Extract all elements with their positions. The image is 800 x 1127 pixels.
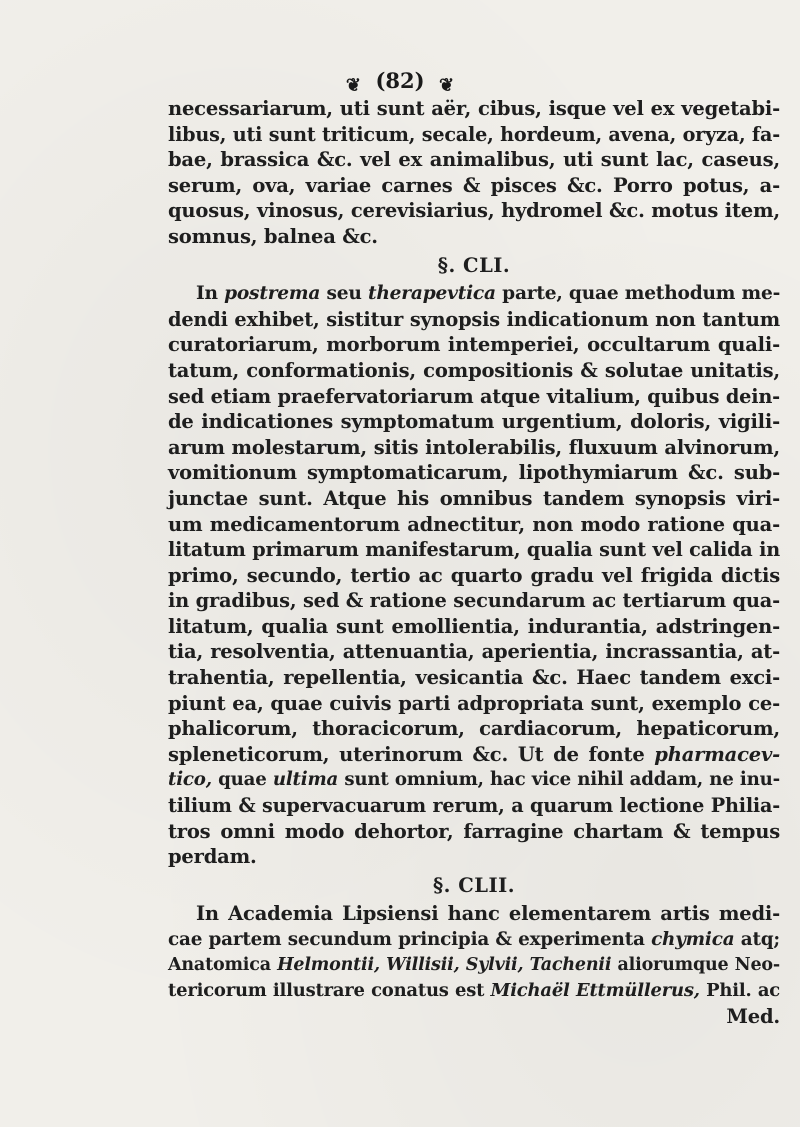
text-line: litatum primarum manifestarum, qualia sunt vel calida in	[168, 538, 780, 562]
page-number: (82)	[375, 68, 425, 93]
text-line	[168, 978, 780, 1004]
italic-term: Helmontii, Willisii, Sylvii, Tachenii	[277, 954, 612, 975]
text-line: litatum, qualia sunt emollientia, indurantia, adstringen-	[168, 614, 780, 638]
text-line: tilium & supervacuarum rerum, a quarum lectione Philia-	[168, 794, 780, 818]
text-line: necessariarum, uti sunt aër, cibus, isque vel ex vegetabi-	[168, 97, 780, 120]
italic-term: chymica	[651, 929, 735, 950]
text-line: phalicorum, thoracicorum, cardiacorum, hepaticorum,	[168, 717, 780, 741]
text-span: quae	[211, 769, 273, 791]
text-line: in gradibus, sed & ratione secundarum ac tertiarum qua-	[168, 589, 780, 613]
text-line: tia, resolventia, attenuantia, aperientia, incrassantia, at-	[168, 640, 780, 664]
text-line: sed etiam praefervatoriarum atque vitalium, quibus dein-	[168, 384, 780, 408]
italic-term: pharmacev-	[654, 742, 780, 766]
text-line: tatum, conformationis, compositionis & solutae unitatis,	[168, 358, 780, 382]
paragraph-3	[168, 901, 780, 1029]
text-line: dendi exhibet, sistitur synopsis indicationum non tantum	[168, 307, 780, 331]
text-line: vomitionum symptomaticarum, lipothymiarum &c. sub-	[168, 461, 780, 485]
fleuron-icon: ❦	[439, 75, 455, 96]
section-heading-cli: §. CLI.	[437, 253, 511, 277]
page-header	[0, 68, 800, 96]
paragraph-1	[168, 96, 780, 250]
text-line: quosus, vinosus, cerevisiarius, hydromel &c. motus item,	[168, 199, 780, 223]
text-span: Phil. ac	[699, 980, 780, 1002]
paragraph-2	[168, 281, 780, 870]
text-line: bae, brassica &c. vel ex animalibus, uti sunt lac, caseus,	[168, 148, 780, 172]
text-span: cae partem secundum principia & experimenta	[168, 929, 652, 950]
text-span: sunt omnium, hac vice nihil addam, ne inu-	[338, 769, 781, 791]
body-text	[168, 96, 780, 1029]
catchword: Med.	[726, 1004, 780, 1028]
text-line: um medicamentorum adnectitur, non modo ratione qua-	[168, 512, 780, 536]
text-line: arum molestarum, sitis intolerabilis, fluxuum alvinorum,	[168, 435, 780, 459]
section-heading-clii: §. CLII.	[432, 873, 516, 897]
text-span: tericorum illustrare conatus est	[168, 980, 491, 1002]
italic-term: Michaël Ettmüllerus,	[490, 980, 700, 1002]
text-line: junctae sunt. Atque his omnibus tandem synopsis viri-	[168, 486, 780, 510]
text-span: aliorumque Neo-	[611, 954, 780, 975]
text-line: trahentia, repellentia, vesicantia &c. Haec tandem exci-	[168, 666, 780, 690]
text-line: somnus, balnea &c.	[168, 224, 378, 248]
italic-term: ultima	[272, 769, 339, 791]
text-line: de indicationes symptomatum urgentium, doloris, vigili-	[168, 410, 780, 434]
text-line	[168, 953, 780, 979]
text-line: serum, ova, variae carnes & pisces &c. Porro potus, a-	[168, 173, 780, 197]
text-span: spleneticorum, uterinorum &c. Ut de fonte	[168, 742, 655, 766]
italic-term: tico,	[168, 769, 212, 791]
text-span: Anatomica	[168, 954, 278, 975]
text-line: primo, secundo, tertio ac quarto gradu vel frigida dictis	[168, 563, 780, 587]
fleuron-icon: ❦	[345, 75, 361, 96]
text-line	[168, 767, 780, 793]
text-line: tros omni modo dehortor, farragine chartam & tempus	[168, 819, 780, 843]
text-line	[168, 281, 780, 307]
text-span: parte, quae methodum me-	[495, 283, 781, 305]
text-line: libus, uti sunt triticum, secale, hordeum, avena, oryza, fa-	[168, 122, 780, 146]
text-line: In Academia Lipsiensi hanc elementarem artis medi-	[196, 902, 780, 926]
italic-term: postrema	[224, 283, 321, 305]
text-line: piunt ea, quae cuivis parti adpropriata sunt, exemplo ce-	[168, 691, 780, 715]
text-line	[168, 927, 780, 953]
text-line: perdam.	[168, 845, 257, 869]
text-span: In	[196, 283, 225, 305]
text-span: seu	[320, 283, 368, 305]
text-span: atq;	[734, 929, 780, 950]
italic-term: therapevtica	[367, 283, 496, 305]
text-line: curatoriarum, morborum intemperiei, occultarum quali-	[168, 333, 780, 357]
text-line	[168, 742, 780, 768]
